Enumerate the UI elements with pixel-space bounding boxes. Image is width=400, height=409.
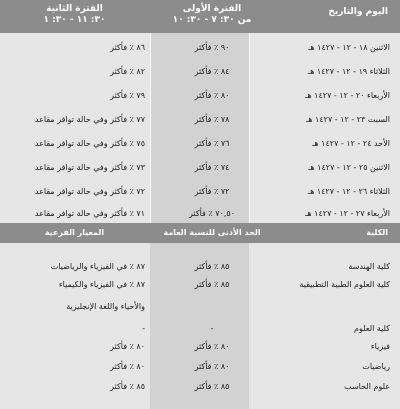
subject-min-cell: ٨٧ ٪ في الفيزياء والرياضيات [50, 261, 145, 271]
subject-min-cell: - [142, 323, 145, 333]
header-subject-min: المعيار الفرعية [44, 228, 105, 237]
table-row [0, 134, 400, 152]
day-cell: الثلاثاء ٢٦ - ١٢ - ١٤٢٧ هـ [307, 186, 390, 196]
first-period-cell: ٧٤ ٪ فأكثر [194, 162, 230, 172]
second-period-cell: ٨٢ ٪ فأكثر [110, 66, 145, 76]
general-min-cell: ٨٥ ٪ فأكثر [194, 261, 230, 271]
day-cell: الأربعاء ٢٧ - ١٢ - ١٤٢٧ هـ [305, 208, 390, 218]
subject-min-cell: ٨٧ ٪ في الفيزياء والكيمياء [58, 279, 145, 289]
day-cell: الاثنين ٢٥ - ١٢ - ١٤٢٧ هـ [308, 162, 390, 172]
header-first-period-label: الفترة الأولى [182, 4, 242, 14]
second-period-cell: ٧٥ ٪ فأكثر وفي حالة توافر مقاعد [34, 138, 145, 148]
table-row [0, 38, 400, 56]
college-cell: كلية العلوم [354, 323, 390, 333]
header-first-period-time: من ٣٠: ٧ - ٣٠: ١٠ [172, 15, 252, 25]
first-period-cell: ٧٦ ٪ فأكثر [194, 138, 230, 148]
first-period-cell: ٧٢ ٪ فأكثر [194, 186, 230, 196]
header-college: الكلية [366, 228, 388, 237]
subject-min-cell: والأحياء واللغة الإنجليزية [66, 301, 145, 311]
header-day: اليوم والتاريخ [328, 7, 388, 17]
college-cell: فيزياء [370, 341, 390, 351]
first-period-cell: ٨٠ ٪ فأكثر [194, 90, 230, 100]
header-first-period [149, 0, 275, 33]
college-cell: كلية العلوم الطبية التطبيقية [299, 279, 390, 289]
second-period-cell: ٧٧ ٪ فأكثر وفي حالة توافر مقاعد [34, 114, 145, 124]
table-row [0, 276, 400, 292]
second-period-cell: ٧٢ ٪ فأكثر وفي حالة توافر مقاعد [34, 186, 145, 196]
table-row [0, 86, 400, 104]
general-min-cell: ٨٥ ٪ فأكثر [194, 381, 230, 391]
table-row [0, 258, 400, 274]
first-period-cell: ٨٤ ٪ فأكثر [194, 66, 230, 76]
second-period-cell: ٧١ ٪ فأكثر وفي حالة توافر مقاعد [34, 208, 145, 218]
general-min-cell: ٨٠ ٪ فأكثر [194, 341, 230, 351]
second-period-cell: ٧٣ ٪ فأكثر وفي حالة توافر مقاعد [34, 162, 145, 172]
table-row [0, 378, 400, 394]
second-period-cell: ٧٩ ٪ فأكثر [110, 90, 145, 100]
day-cell: السبت ٢٣ - ١٢ - ١٤٢٧ هـ [305, 114, 390, 124]
table-row [0, 62, 400, 80]
table-row [0, 110, 400, 128]
day-cell: الثلاثاء ١٩ - ١٢ - ١٤٢٧ هـ [307, 66, 390, 76]
subject-min-cell: ٨٠ ٪ فأكثر [110, 361, 145, 371]
subject-min-cell: ٨٥ ٪ فأكثر [110, 381, 145, 391]
college-cell: كلية الهندسة [348, 261, 390, 271]
college-cell: رياضيات [362, 361, 390, 371]
table-row [0, 158, 400, 176]
college-header-bar [0, 223, 400, 243]
first-period-cell: ٧٠,٥٠ ٪ فأكثر [188, 208, 235, 218]
table-row [0, 338, 400, 354]
table-row [0, 320, 400, 336]
table-row [0, 204, 400, 222]
general-min-cell: - [210, 323, 214, 333]
college-cell: علوم الحاسب [344, 381, 390, 391]
second-period-cell: ٨٦ ٪ فأكثر [110, 42, 145, 52]
first-period-cell: ٧٨ ٪ فأكثر [194, 114, 230, 124]
table-row [0, 298, 400, 314]
header-general-min: الحد الأدنى للنسبة العامة [163, 228, 261, 237]
day-cell: الأربعاء ٢٠ - ١٢ - ١٤٢٧ هـ [305, 90, 390, 100]
day-cell: الاثنين ١٨ - ١٢ - ١٤٢٧ هـ [308, 42, 390, 52]
table-row [0, 358, 400, 374]
general-min-cell: ٨٥ ٪ فأكثر [194, 279, 230, 289]
first-period-cell: ٩٠ ٪ فأكثر [194, 42, 230, 52]
day-cell: الأحد ٢٤ - ١٢ - ١٤٢٧ هـ [312, 138, 390, 148]
schedule-header-bar [0, 0, 400, 33]
subject-min-cell: ٨٠ ٪ فأكثر [110, 341, 145, 351]
general-min-cell: ٨٠ ٪ فأكثر [194, 361, 230, 371]
table-row [0, 182, 400, 200]
header-second-period-time: ٣٠: ١١ - ٣٠: ١ [43, 15, 106, 25]
header-second-period [0, 0, 149, 33]
header-second-period-label: الفترة الثانية [46, 4, 103, 14]
